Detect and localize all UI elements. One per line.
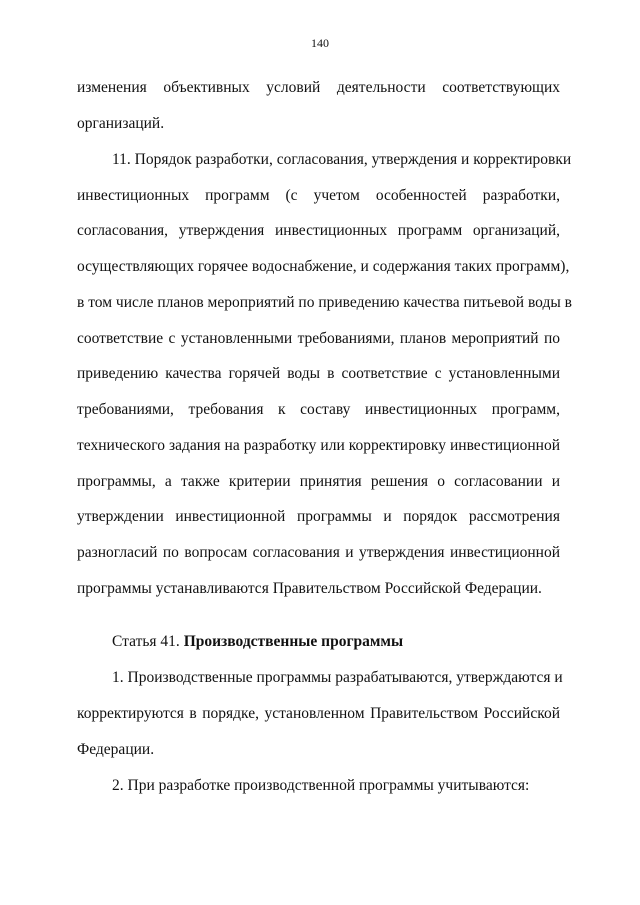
text-line: корректируются в порядке, установленном Правительством Российской <box>77 705 560 722</box>
text-line: в том числе планов мероприятий по приведению качества питьевой воды в <box>77 294 572 311</box>
text-line: требованиями, требования к составу инвестиционных программ, <box>77 401 560 418</box>
text-line: согласования, утверждения инвестиционных программ организаций, <box>77 222 560 239</box>
article-title: Производственные программы <box>183 633 404 650</box>
text-line: 2. При разработке производственной программы учитываются: <box>112 777 530 794</box>
text-line: программы, а также критерии принятия решения о согласовании и <box>77 473 560 490</box>
article-label: Статья 41. <box>112 633 180 650</box>
text-line: Федерации. <box>77 741 155 758</box>
text-line: программы устанавливаются Правительством Российской Федерации. <box>77 580 542 597</box>
text-line: приведению качества горячей воды в соответствие с установленными <box>77 365 560 382</box>
text-line: осуществляющих горячее водоснабжение, и содержания таких программ), <box>77 258 570 275</box>
text-line: инвестиционных программ (с учетом особенностей разработки, <box>77 187 560 204</box>
text-line: утверждении инвестиционной программы и порядок рассмотрения <box>77 508 560 525</box>
text-line: разногласий по вопросам согласования и утверждения инвестиционной <box>77 544 560 561</box>
text-line: организаций. <box>77 115 165 132</box>
text-line: 11. Порядок разработки, согласования, утверждения и корректировки <box>112 151 572 168</box>
text-line: 1. Производственные программы разрабатываются, утверждаются и <box>112 669 563 686</box>
article-heading <box>112 632 403 652</box>
text-line: изменения объективных условий деятельности соответствующих <box>77 79 560 96</box>
text-line: соответствие с установленными требованиями, планов мероприятий по <box>77 330 560 347</box>
page-number: 140 <box>311 36 329 50</box>
text-line: технического задания на разработку или корректировку инвестиционной <box>77 437 560 454</box>
